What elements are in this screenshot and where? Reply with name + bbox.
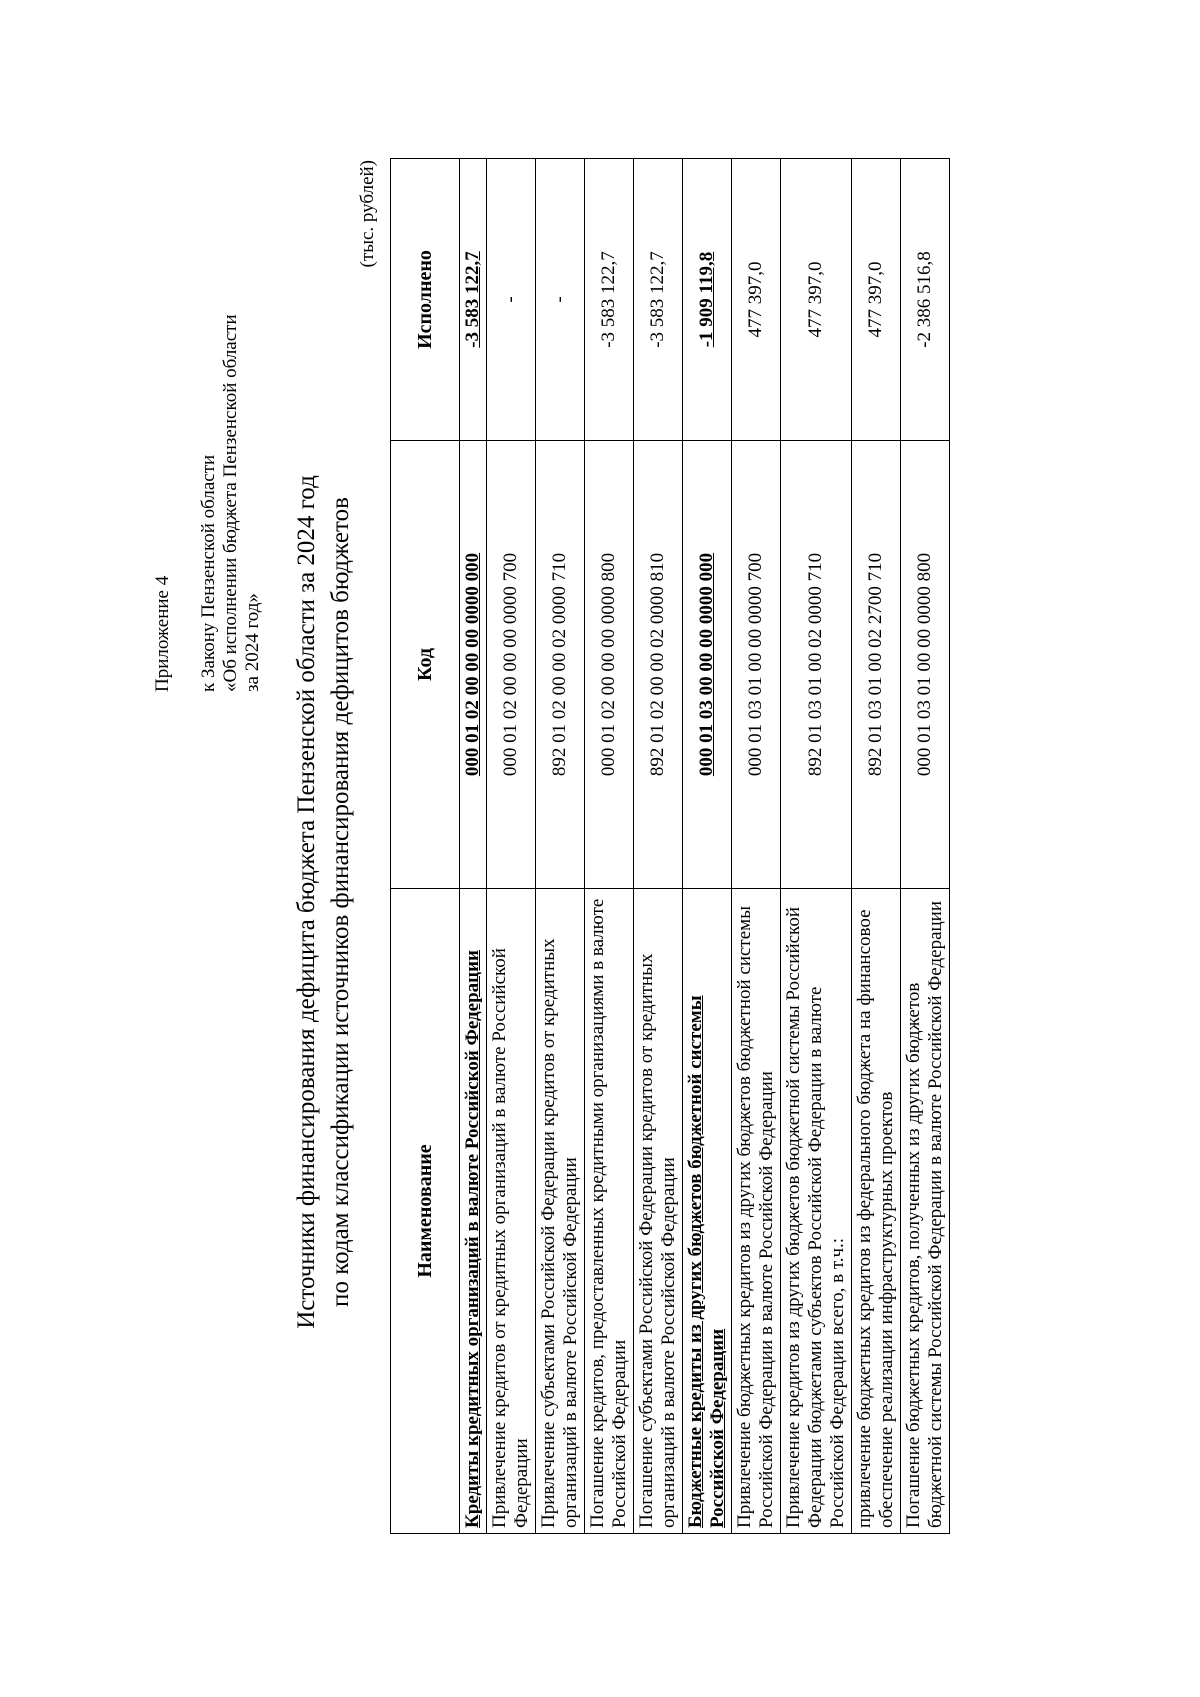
table-row xyxy=(781,159,852,1534)
appendix-line: к Закону Пензенской области xyxy=(198,454,219,692)
row-code: 000 01 02 00 00 00 0000 000 xyxy=(460,441,487,889)
table-row xyxy=(634,159,683,1534)
row-value: - xyxy=(487,159,536,441)
table-row xyxy=(585,159,634,1534)
header-value: Исполнено xyxy=(391,159,460,441)
row-name: привлечение бюджетных кредитов из федерального бюджета на финансовое обеспечение реализации инфраструктурных проектов xyxy=(852,889,901,1534)
appendix-line: за 2024 год» xyxy=(242,593,263,692)
row-value: - xyxy=(536,159,585,441)
row-name: Кредиты кредитных организаций в валюте Российской Федерации xyxy=(460,889,487,1534)
table-row xyxy=(732,159,781,1534)
row-name: Привлечение субъектами Российской Федерации кредитов от кредитных организаций в валюте Российской Федерации xyxy=(536,889,585,1534)
units-label: (тыс. рублей) xyxy=(357,160,378,268)
table-row xyxy=(852,159,901,1534)
row-name: Бюджетные кредиты из других бюджетов бюджетной системы Российской Федерации xyxy=(683,889,732,1534)
row-name: Погашение кредитов, предоставленных кредитными организациями в валюте Российской Федерации xyxy=(585,889,634,1534)
row-name: Погашение бюджетных кредитов, полученных из других бюджетов бюджетной системы Российской Федерации в валюте Российской Федерации xyxy=(901,889,950,1534)
row-code: 892 01 02 00 00 02 0000 710 xyxy=(536,441,585,889)
table-body xyxy=(460,159,950,1534)
row-value: 477 397,0 xyxy=(852,159,901,441)
appendix-block xyxy=(152,314,264,692)
header-name: Наименование xyxy=(391,889,460,1534)
row-code: 000 01 02 00 00 00 0000 800 xyxy=(585,441,634,889)
appendix-line: «Об исполнении бюджета Пензенской области xyxy=(220,314,241,692)
row-name: Погашение субъектами Российской Федерации кредитов от кредитных организаций в валюте Российской Федерации xyxy=(634,889,683,1534)
budget-sources-table xyxy=(390,158,950,1534)
row-value: 477 397,0 xyxy=(781,159,852,441)
row-code: 000 01 03 00 00 00 0000 000 xyxy=(683,441,732,889)
table-row xyxy=(901,159,950,1534)
row-code: 892 01 03 01 00 02 0000 710 xyxy=(781,441,852,889)
document-title-line: по кодам классификации источников финансирования дефицитов бюджетов xyxy=(327,497,354,1307)
row-value: 477 397,0 xyxy=(732,159,781,441)
row-name: Привлечение кредитов из других бюджетов бюджетной системы Российской Федерации бюджетами субъектов Российской Федерации в валюте Российской Федерации всего, в т.ч.: xyxy=(781,889,852,1534)
row-code: 000 01 02 00 00 00 0000 700 xyxy=(487,441,536,889)
header-code: Код xyxy=(391,441,460,889)
row-value: -1 909 119,8 xyxy=(683,159,732,441)
table-row xyxy=(536,159,585,1534)
table-header-row xyxy=(391,159,460,1534)
document-title xyxy=(290,227,358,1577)
table-row xyxy=(487,159,536,1534)
table-row xyxy=(460,159,487,1534)
row-code: 000 01 03 01 00 00 0000 800 xyxy=(901,441,950,889)
document-title-line: Источники финансирования дефицита бюджета Пензенской области за 2024 год xyxy=(293,475,320,1329)
row-value: -3 583 122,7 xyxy=(585,159,634,441)
row-name: Привлечение бюджетных кредитов из других бюджетов бюджетной системы Российской Федерации в валюте Российской Федерации xyxy=(732,889,781,1534)
row-code: 892 01 03 01 00 02 2700 710 xyxy=(852,441,901,889)
row-name: Привлечение кредитов от кредитных организаций в валюте Российской Федерации xyxy=(487,889,536,1534)
table-row xyxy=(683,159,732,1534)
row-value: -3 583 122,7 xyxy=(460,159,487,441)
row-code: 000 01 03 01 00 00 0000 700 xyxy=(732,441,781,889)
row-value: -3 583 122,7 xyxy=(634,159,683,441)
row-value: -2 386 516,8 xyxy=(901,159,950,441)
appendix-title: Приложение 4 xyxy=(152,575,173,692)
row-code: 892 01 02 00 00 02 0000 810 xyxy=(634,441,683,889)
